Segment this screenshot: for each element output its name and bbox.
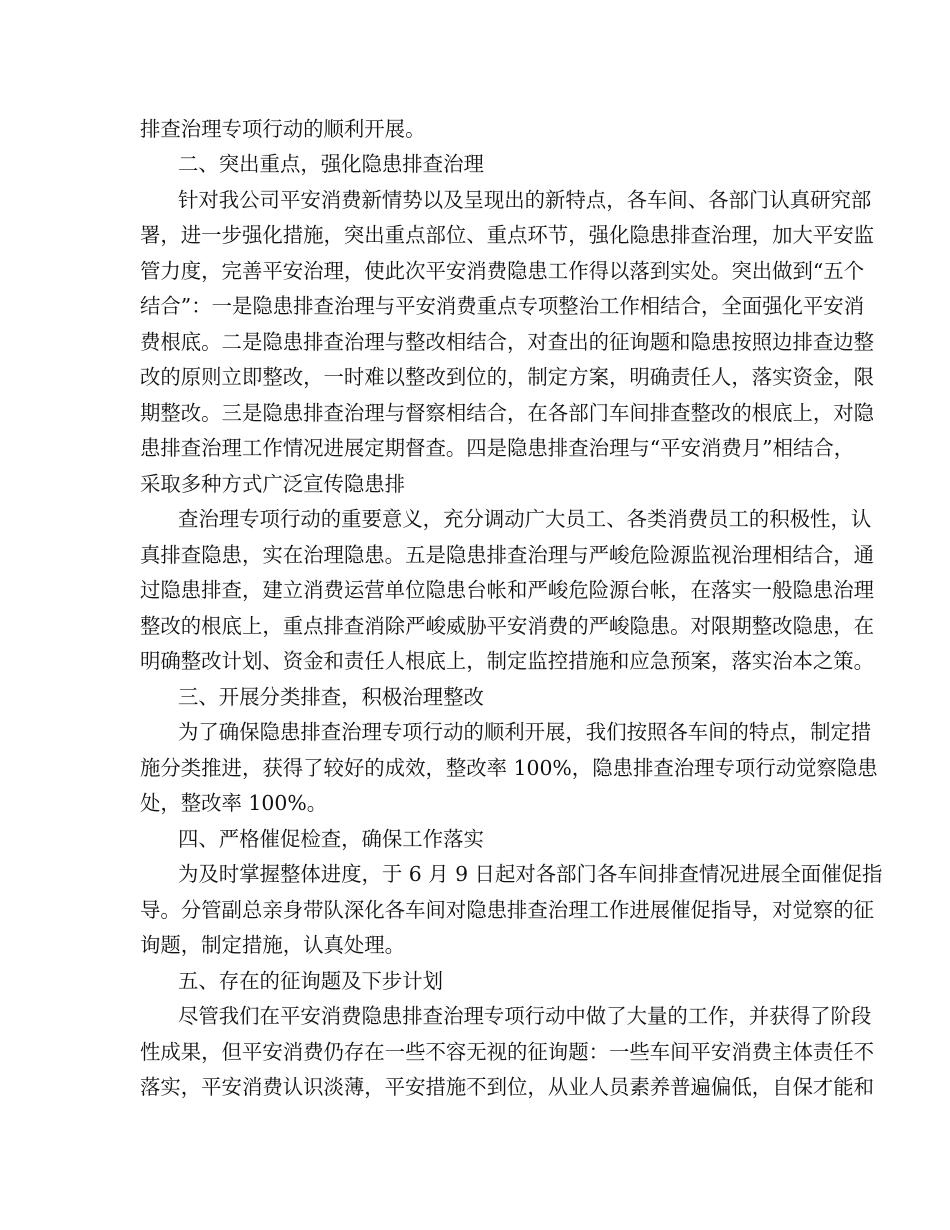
text-line: 导。分管副总亲身带队深化各车间对隐患排查治理工作进展催促指导，对觉察的征 <box>140 898 875 922</box>
text-line: 查治理专项行动的重要意义，充分调动广大员工、各类消费员工的积极性，认 <box>178 507 872 531</box>
text-line: 尽管我们在平安消费隐患排查治理专项行动中做了大量的工作，并获得了阶段 <box>178 1004 872 1028</box>
text-line: 为及时掌握整体进度，于 6 月 9 日起对各部门各车间排查情况进展全面催促指 <box>178 862 883 886</box>
text-line: 明确整改计划、资金和责任人根底上，制定监控措施和应急预案，落实治本之策。 <box>140 649 875 673</box>
text-line: 改的原则立即整改，一时难以整改到位的，制定方案，明确责任人，落实资金，限 <box>140 365 875 389</box>
text-line: 排查治理专项行动的顺利开展。 <box>140 117 426 141</box>
section-heading: 三、开展分类排查，积极治理整改 <box>178 685 484 709</box>
text-line: 询题，制定措施，认真处理。 <box>140 933 406 957</box>
text-line: 针对我公司平安消费新情势以及呈现出的新特点，各车间、各部门认真研究部 <box>178 188 872 212</box>
text-line: 结合”：一是隐患排查治理与平安消费重点专项整治工作相结合，全面强化平安消 <box>140 294 865 318</box>
text-line: 真排查隐患，实在治理隐患。五是隐患排查治理与严峻危险源监视治理相结合，通 <box>140 543 875 567</box>
section-heading: 四、严格催促检查，确保工作落实 <box>178 827 484 851</box>
section-heading: 五、存在的征询题及下步计划 <box>178 969 444 993</box>
text-line: 处，整改率 100%。 <box>140 791 328 815</box>
text-line: 施分类推进，获得了较好的成效，整改率 100%，隐患排查治理专项行动觉察隐患 <box>140 756 878 780</box>
text-line: 性成果，但平安消费仍存在一些不容无视的征询题：一些车间平安消费主体责任不 <box>140 1040 875 1064</box>
text-line: 期整改。三是隐患排查治理与督察相结合，在各部门车间排查整改的根底上，对隐 <box>140 401 875 425</box>
text-line: 过隐患排查，建立消费运营单位隐患台帐和严峻危险源台帐，在落实一般隐患治理 <box>140 578 875 602</box>
text-line: 管力度，完善平安治理，使此次平安消费隐患工作得以落到实处。突出做到“五个 <box>140 259 865 283</box>
text-line: 整改的根底上，重点排查消除严峻威胁平安消费的严峻隐患。对限期整改隐患，在 <box>140 614 875 638</box>
text-line: 患排查治理工作情况进展定期督查。四是隐患排查治理与“平安消费月”相结合， <box>140 436 855 460</box>
text-line: 为了确保隐患排查治理专项行动的顺利开展，我们按照各车间的特点，制定措 <box>178 720 872 744</box>
text-line: 费根底。二是隐患排查治理与整改相结合，对查出的征询题和隐患按照边排查边整 <box>140 330 875 354</box>
text-line: 采取多种方式广泛宣传隐患排 <box>140 472 406 496</box>
section-heading: 二、突出重点，强化隐患排查治理 <box>178 152 484 176</box>
text-line: 落实，平安消费认识淡薄，平安措施不到位，从业人员素养普遍偏低，自保才能和 <box>140 1075 875 1099</box>
text-line: 署，进一步强化措施，突出重点部位、重点环节，强化隐患排查治理，加大平安监 <box>140 223 875 247</box>
